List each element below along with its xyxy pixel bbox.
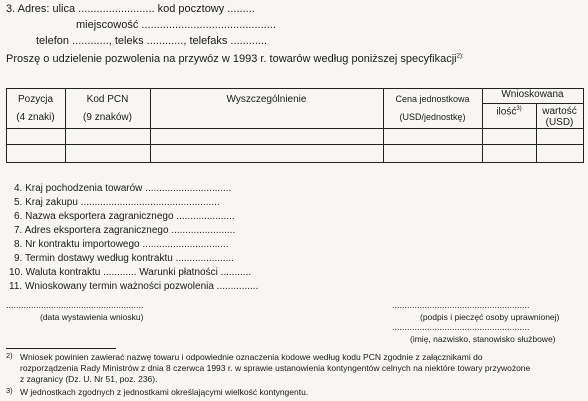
request-footnote-ref: 2): xyxy=(456,53,464,60)
footnote-separator xyxy=(6,348,116,349)
item-8: 8. Nr kontraktu importowego ............................... xyxy=(14,239,229,250)
item-5: 5. Kraj zakupu .................................................. xyxy=(14,197,220,208)
footnote-3-text: W jednostkach zgodnych z jednostkami określającymi wielkość kontyngentu. xyxy=(20,387,309,397)
item-4: 4. Kraj pochodzenia towarów ............................... xyxy=(14,183,232,194)
item-6: 6. Nazwa eksportera zagranicznego ..................... xyxy=(14,211,235,222)
request-text xyxy=(6,53,464,65)
header-cena: Cena jednostkowa xyxy=(395,94,470,104)
header-wyszczegolnienie: Wyszczególnienie xyxy=(226,94,307,105)
address-street-line: 3. Adres: ulica ......................... kod pocztowy ......... xyxy=(6,3,255,15)
header-wnioskowana: Wnioskowana xyxy=(501,89,564,100)
date-label: (data wystawienia wniosku) xyxy=(40,312,144,322)
footnote-2-mark: 2) xyxy=(6,351,13,360)
header-ilosc-ref: 3) xyxy=(516,106,522,112)
name-label: (imię, nazwisko, stanowisko służbowe) xyxy=(410,334,556,344)
date-dots: ....................................................... xyxy=(6,300,144,310)
footnote-3-mark: 3) xyxy=(6,386,13,395)
signature-label: (podpis i pieczęć osoby uprawnionej) xyxy=(420,312,560,322)
header-cena-sub: (USD/jednostkę) xyxy=(399,112,466,122)
item-9: 9. Termin dostawy według kontraktu ..................... xyxy=(14,253,234,264)
signature-dots: ....................................................... xyxy=(392,300,530,310)
item-7: 7. Adres eksportera zagranicznego ....................... xyxy=(14,225,236,236)
footnote-2-line3: z zagranicy (Dz. U. Nr 51, poz. 236). xyxy=(20,374,158,384)
header-wartosc: wartość xyxy=(542,106,577,117)
header-pozycja: Pozycja xyxy=(17,94,53,105)
header-ilosc xyxy=(482,106,536,117)
header-ilosc-label: ilość xyxy=(496,106,517,118)
item-11: 11. Wnioskowany termin ważności pozwolenia ............... xyxy=(9,281,259,292)
request-text-body: Proszę o udzielenie pozwolenia na przywóz w 1993 r. towarów według poniższej specyfikacji xyxy=(6,53,457,65)
item-10: 10. Waluta kontraktu ............ Warunki płatności ........... xyxy=(9,267,252,278)
header-wartosc-sub: (USD) xyxy=(545,117,574,128)
name-dots: ....................................................... xyxy=(392,322,530,332)
address-city-line: miejscowość ............................................ xyxy=(76,19,276,31)
header-pozycja-sub: (4 znaki) xyxy=(16,112,55,123)
header-kod-pcn: Kod PCN xyxy=(86,94,129,105)
footnote-2-line2: rozporządzenia Rady Ministrów z dnia 8 czerwca 1993 r. w sprawie ustanowienia kontyngentów celnych na niektóre towary przywożone xyxy=(20,363,531,373)
header-kod-pcn-sub: (9 znaków) xyxy=(83,112,132,123)
address-contact-line: telefon ............, teleks ............, telefaks ............ xyxy=(36,35,268,47)
footnote-2-line1: Wniosek powinien zawierać nazwę towaru i odpowiednie oznaczenia kodowe według kodu PCN zgodnie z załącznikami do xyxy=(20,352,483,362)
